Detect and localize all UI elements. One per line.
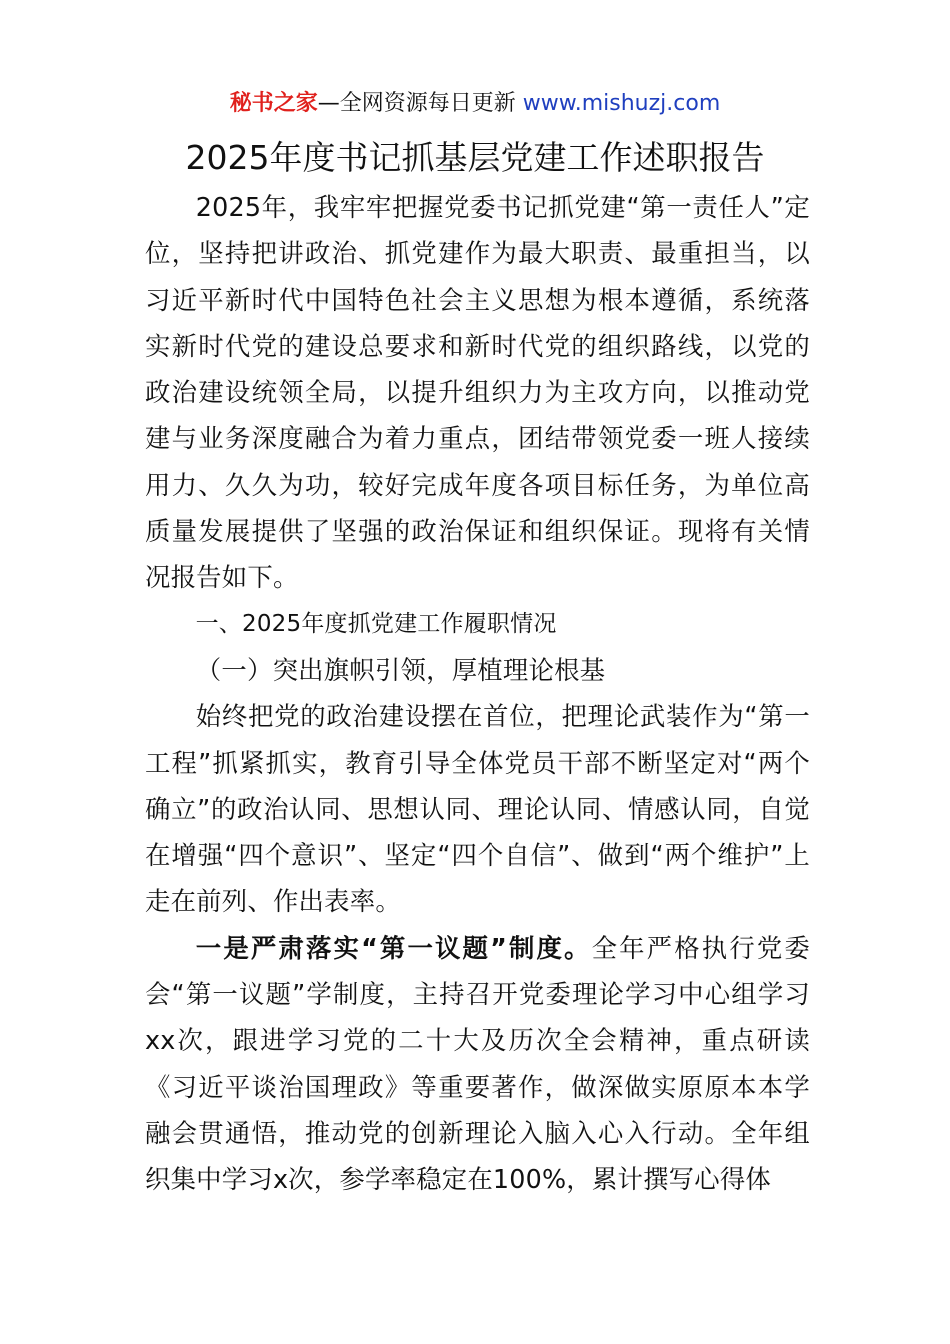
document-title: 2025年度书记抓基层党建工作述职报告	[185, 138, 765, 177]
header-slogan: —全网资源每日更新	[317, 91, 523, 116]
intro-paragraph: 2025年，我牢牢把握党委书记抓党建“第一责任人”定位，坚持把讲政治、抓党建作为最大职责、最重担当，以习近平新时代中国特色社会主义思想为根本遵循，系统落实新时代党的建设总要求和新时代党的组织路线，以党的政治建设统领全局，以提升组织力为主攻方向，以推动党建与业务深度融合为着力重点，团结带领党委一班人接续用力、久久为功，较好完成年度各项目标任务，为单位高质量发展提供了坚强的政治保证和组织保证。现将有关情况报告如下。	[145, 192, 810, 593]
site-header	[0, 88, 950, 120]
section-heading: 一、2025年度抓党建工作履职情况	[195, 610, 557, 637]
site-url-link[interactable]: www.mishuzj.com	[522, 91, 721, 116]
brand-name: 秘书之家	[229, 91, 318, 116]
paragraph-text: 全年严格执行党委会“第一议题”学制度，主持召开党委理论学习中心组学习xx次，跟进学习党的二十大及历次全会精神，重点研读《习近平谈治国理政》等重要著作，做深做实原原本本学融会贯通悟，推动党的创新理论入脑入心入行动。全年组织集中学习x次，参学率稳定在100%，累计撰写心得体	[145, 932, 811, 1195]
subsection-heading: （一）突出旗帜引领，厚植理论根基	[195, 654, 606, 685]
body-paragraph: 始终把党的政治建设摆在首位，把理论武装作为“第一工程”抓紧抓实，教育引导全体党员干部不断坚定对“两个确立”的政治认同、思想认同、理论认同、情感认同，自觉在增强“四个意识”、坚定“四个自信”、做到“两个维护”上走在前列、作出表率。	[145, 701, 810, 917]
body-paragraph-bold-lead	[145, 925, 810, 1203]
document-body	[145, 184, 810, 1203]
paragraph-lead: 一是严肃落实“第一议题”制度。	[195, 932, 592, 963]
